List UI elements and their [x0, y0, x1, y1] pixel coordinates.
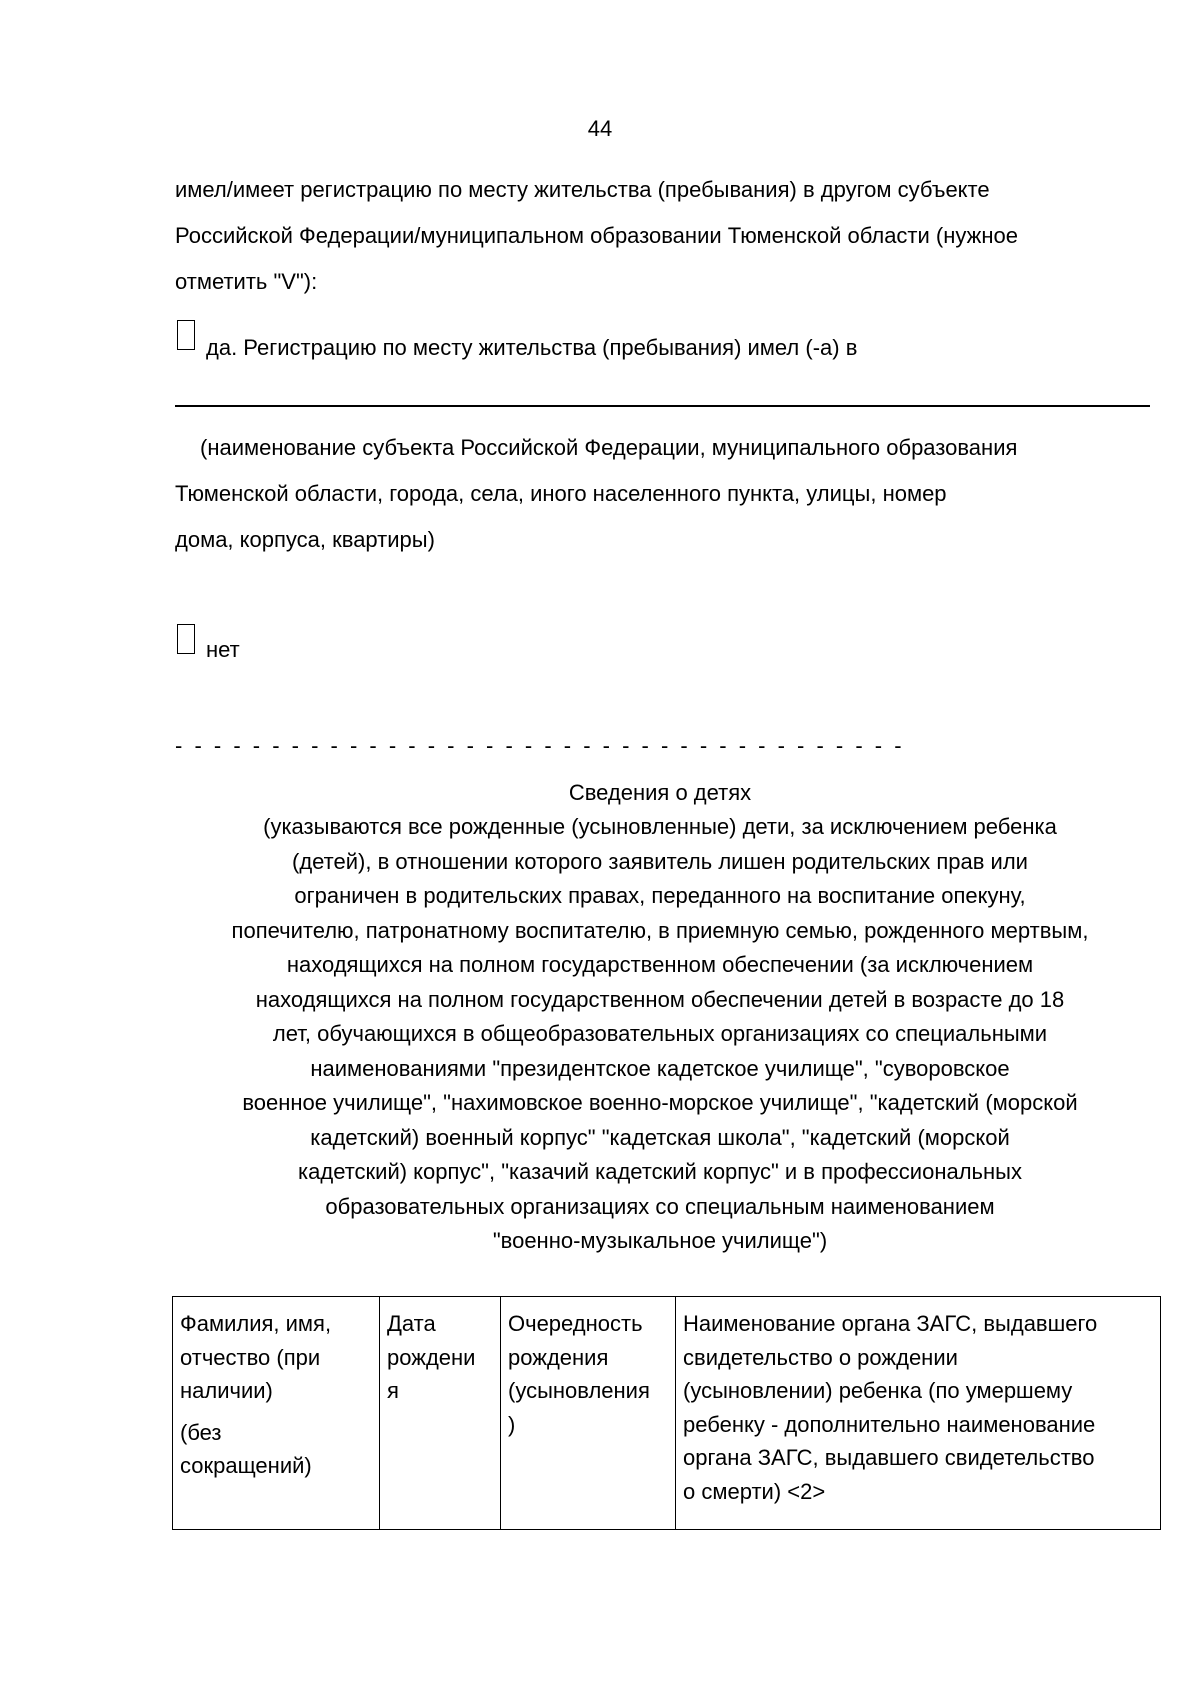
header-line: (усыновлении) ребенка (по умершему	[683, 1378, 1073, 1403]
description-line: (указываются все рожденные (усыновленные) дети, за исключением ребенка	[263, 814, 1057, 839]
description-line: образовательных организациях со специальным наименованием	[325, 1193, 995, 1219]
table-header-row	[173, 1297, 1161, 1530]
description-line: ограничен в родительских правах, переданного на воспитание опекуну,	[294, 883, 1026, 908]
hint-line: Тюменской области, города, села, иного населенного пункта, улицы, номер	[175, 481, 947, 506]
header-line: Дата	[387, 1311, 436, 1336]
header-note	[180, 1416, 372, 1483]
header-line: Наименование органа ЗАГС, выдавшего	[683, 1311, 1098, 1336]
description-line: (детей), в отношении которого заявитель лишен родительских прав или	[292, 848, 1028, 874]
header-birth-order	[501, 1297, 676, 1530]
children-section-title: Сведения о детях	[568, 780, 752, 805]
header-line: рождения	[508, 1344, 609, 1370]
header-registry-office	[676, 1297, 1161, 1530]
header-line: наличии)	[180, 1378, 273, 1403]
header-line: органа ЗАГС, выдавшего свидетельство	[683, 1445, 1095, 1470]
description-line: находящихся на полном государственном обеспечении детей в возрасте до 18	[255, 986, 1065, 1012]
header-line: Фамилия, имя,	[180, 1311, 332, 1336]
page-number: 44	[587, 116, 613, 141]
header-line: ребенку - дополнительно наименование	[683, 1411, 1096, 1437]
header-line: я	[387, 1378, 399, 1403]
registration-line: Российской Федерации/муниципальном образовании Тюменской области (нужное	[175, 223, 1018, 248]
checkbox-yes[interactable]	[177, 320, 195, 350]
description-line: "военно-музыкальное училище")	[492, 1228, 828, 1253]
header-line: свидетельство о рождении	[683, 1344, 958, 1370]
header-birth-date	[380, 1297, 501, 1530]
header-line: рождени	[387, 1344, 476, 1370]
header-full-name	[173, 1297, 380, 1530]
description-line: кадетский) военный корпус" "кадетская школа", "кадетский (морской	[310, 1124, 1010, 1150]
registration-hint	[175, 425, 1175, 563]
header-line: о смерти) <2>	[683, 1478, 826, 1504]
children-table	[172, 1296, 1161, 1530]
description-line: лет, обучающихся в общеобразовательных организациях со специальными	[272, 1021, 1048, 1046]
registration-question	[175, 167, 1175, 305]
checkbox-no[interactable]	[177, 624, 195, 654]
description-line: попечителю, патронатному воспитателю, в приемную семью, рожденного мертвым,	[231, 917, 1089, 943]
registration-place-line[interactable]	[175, 405, 1150, 407]
header-line: (усыновления	[508, 1378, 650, 1403]
description-line: наименованиями "президентское кадетское училище", "суворовское	[310, 1055, 1010, 1081]
description-line: кадетский) корпус", "казачий кадетский корпус" и в профессиональных	[298, 1159, 1022, 1184]
dashed-separator: - - - - - - - - - - - - - - - - - - - - - - - - - - - - - - - - - - - - - -	[175, 733, 905, 758]
option-no-label: нет	[206, 637, 240, 662]
hint-line: (наименование субъекта Российской Федерации, муниципального образования	[200, 435, 1018, 460]
description-line: находящихся на полном государственном обеспечении (за исключением	[286, 952, 1034, 977]
registration-line: имел/имеет регистрацию по месту жительства (пребывания) в другом субъекте	[175, 177, 990, 202]
option-yes-label: да. Регистрацию по месту жительства (пребывания) имел (-а) в	[206, 335, 858, 360]
header-line: (без	[180, 1419, 222, 1445]
registration-line: отметить "V"):	[175, 269, 318, 294]
header-line: сокращений)	[180, 1453, 312, 1478]
header-line: отчество (при	[180, 1344, 321, 1370]
description-line: военное училище", "нахимовское военно-морское училище", "кадетский (морской	[242, 1090, 1078, 1115]
header-line: )	[508, 1411, 516, 1437]
hint-line: дома, корпуса, квартиры)	[175, 527, 435, 552]
header-line: Очередность	[508, 1311, 643, 1336]
children-section-description	[170, 810, 1150, 1259]
